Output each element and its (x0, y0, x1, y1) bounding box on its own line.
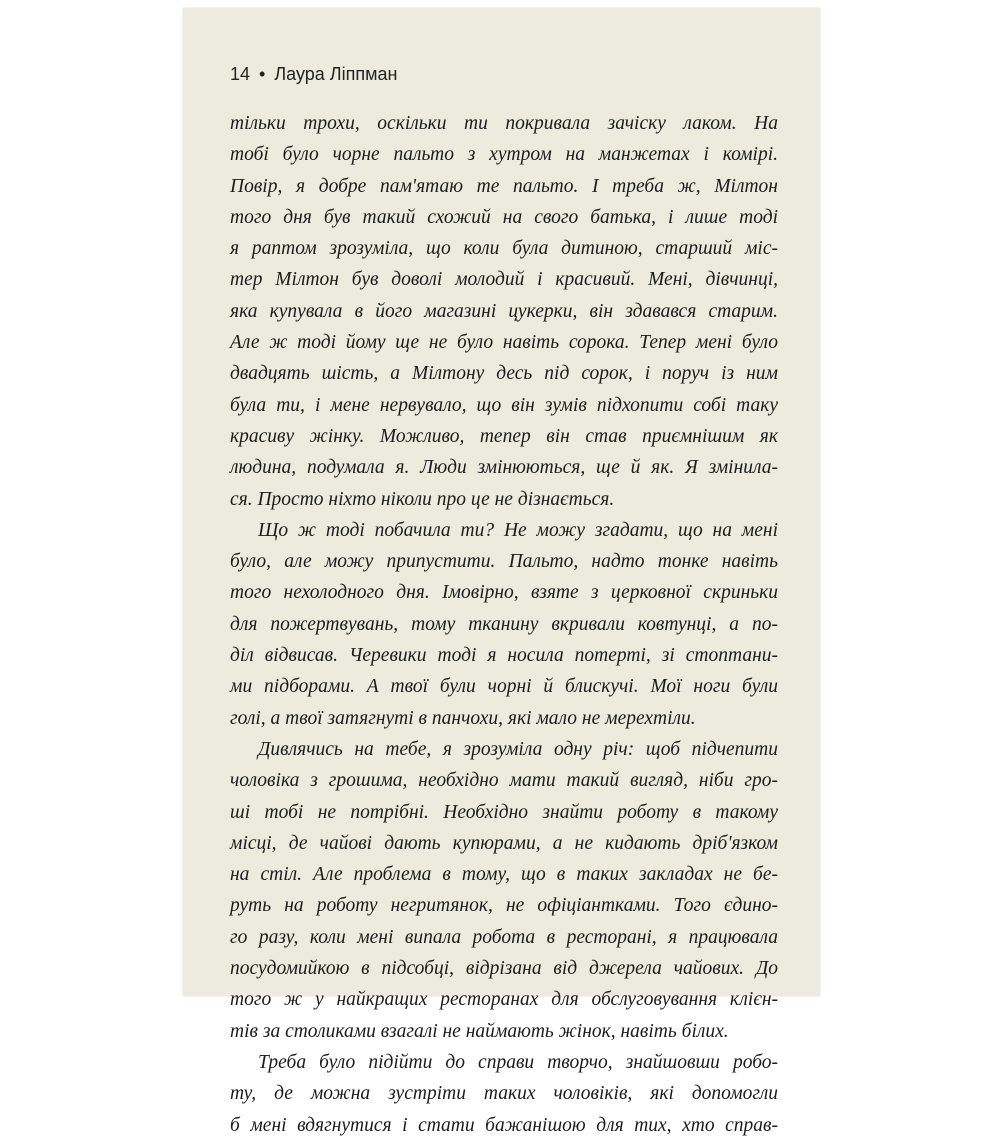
text-line: тів за столиками взагалі не наймають жінок, навіть білих. (230, 1020, 729, 1042)
text-line: го разу, коли мені випала робота в ресторані, я працювала (230, 926, 778, 948)
text-line: людина, подумала я. Люди змінюються, ще й як. Я змінила- (230, 457, 778, 479)
text-line: було, але можу припустити. Пальто, надто тонке навіть (230, 551, 778, 573)
text-line: руть на роботу негритянок, не офіціантками. Того єдино- (230, 895, 778, 917)
text-line: ші тобі не потрібні. Необхідно знайти роботу в такому (230, 801, 778, 823)
text-line: посудомийкою в підсобці, відрізана від джерела чайових. До (230, 958, 778, 980)
text-line: тобі було чорне пальто з хутром на манжетах і комірі. (230, 144, 778, 166)
text-line: того нехолодного дня. Імовірно, взяте з церковної скриньки (230, 582, 778, 604)
text-line: на стіл. Але проблема в тому, що в таких закладах не бе- (230, 864, 778, 886)
text-line: місці, де чайові дають купюрами, а не кидають дріб'язком (230, 832, 778, 854)
text-line: чоловіка з грошима, необхідно мати такий вигляд, ніби гро- (230, 770, 778, 792)
text-line: б мені вдягнутися і стати бажанішою для тих, хто справ- (230, 1114, 778, 1136)
text-line: Повір, я добре пам'ятаю те пальто. І треба ж, Мілтон (230, 175, 778, 197)
text-line: Дивлячись на тебе, я зрозуміла одну річ: щоб підчепити (258, 738, 778, 760)
text-line: того дня був такий схожий на свого батька, і лише тоді (230, 206, 778, 228)
text-line: Треба було підійти до справи творчо, знайшовши робо- (258, 1051, 778, 1073)
text-line: тер Мілтон був доволі молодий і красивий. Мені, дівчинці, (230, 269, 778, 291)
author-name: Лаура Ліппман (274, 64, 398, 84)
text-line: красиву жінку. Можливо, тепер він став приємнішим як (230, 425, 778, 447)
text-line: двадцять шість, а Мілтону десь під сорок, і поруч із ним (230, 363, 778, 385)
body-text (230, 108, 778, 1141)
text-line: ся. Просто ніхто ніколи про це не дізнається. (230, 488, 615, 510)
text-line: голі, а твої затягнуті в панчохи, які мало не мерехтіли. (230, 707, 696, 729)
text-line: Але ж тоді йому ще не було навіть сорока. Тепер мені було (230, 332, 778, 354)
text-line: Що ж тоді побачила ти? Не можу згадати, що на мені (258, 519, 778, 541)
text-line: я раптом зрозуміла, що коли була дитиною, старший міс- (230, 238, 778, 260)
text-line: діл відвисав. Черевики тоді я носила потерті, зі стоптани- (230, 645, 778, 667)
text-line: для пожертвувань, тому тканину вкривали ковтунці, а по- (230, 613, 778, 635)
text-line: яка купувала в його магазині цукерки, він здавався старим. (230, 300, 778, 322)
header-separator: • (259, 64, 266, 84)
text-line: ту, де можна зустріти таких чоловіків, які допомогли (230, 1083, 778, 1105)
text-line: тільки трохи, оскільки ти покривала зачіску лаком. На (230, 113, 778, 134)
text-line: того ж у найкращих ресторанах для обслуговування клієн- (230, 989, 778, 1011)
running-head (230, 64, 397, 85)
book-page (183, 8, 820, 1136)
text-line: ми підборами. А твої були чорні й блискучі. Мої ноги були (230, 676, 778, 698)
page-number: 14 (230, 64, 251, 84)
text-line: була ти, і мене нервувало, що він зумів підхопити собі таку (230, 394, 778, 416)
